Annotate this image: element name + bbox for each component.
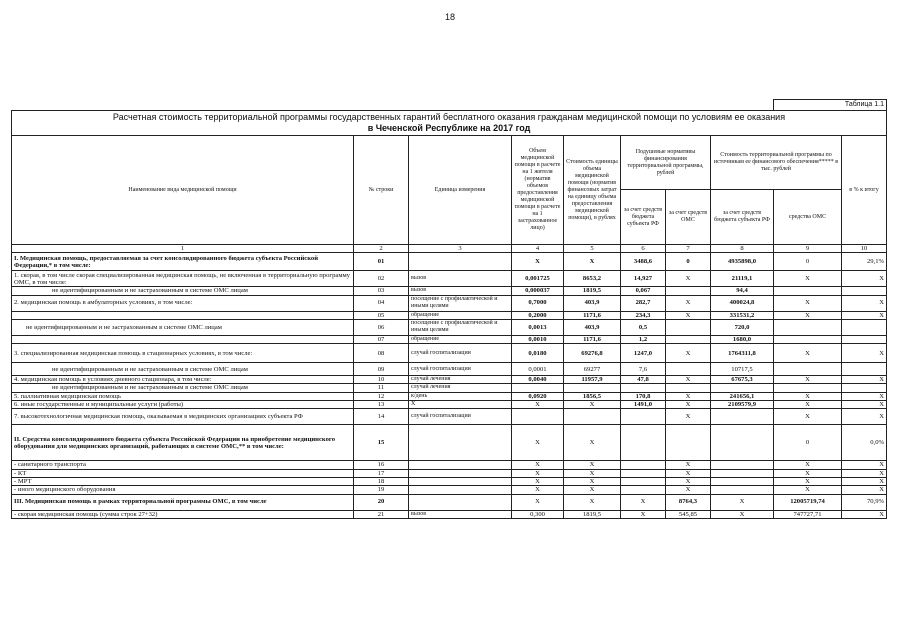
cost-budget-cell: 1764311,8 (711, 344, 774, 363)
table-row (12, 477, 887, 485)
row-name: не идентифицированным и не застрахованным в системе ОМС лицам (12, 363, 354, 376)
table-row (12, 425, 887, 461)
header-volume: Объем медицинской помощи в расчете на 1 жителя (норматив объемов предоставления медицинской помощи в расчете на 1 застрахованное лицо) (512, 136, 564, 245)
pct-cell: Х (842, 461, 887, 469)
table-row (12, 461, 887, 469)
col-num: 5 (564, 245, 621, 253)
table-row (12, 271, 887, 287)
unit-cell: вызов (409, 271, 512, 287)
table-row (12, 494, 887, 510)
header-per-capita-budget: за счет средств бюджета субъекта РФ (621, 190, 666, 245)
row-name: 1. скорая, в том числе скорая специализированная медицинская помощь, не включенная в территориальную программу ОМС, в том числе: (12, 271, 354, 287)
row-name: I. Медицинская помощь, предоставляемая за счет консолидированного бюджета субъекта Российской Федерации,* в том числе: (12, 253, 354, 271)
unit-cost-cell: 11957,9 (564, 376, 621, 384)
cost-budget-cell (711, 461, 774, 469)
col-num: 2 (354, 245, 409, 253)
column-numbers-row (12, 245, 887, 253)
per-capita-budget-cell: 1,2 (621, 335, 666, 343)
row-name: - скорая медицинская помощь (сумма строк 27+32) (12, 510, 354, 518)
unit-cost-cell: 1171,6 (564, 335, 621, 343)
cost-budget-cell: 241656,1 (711, 392, 774, 400)
row-name: - МРТ (12, 477, 354, 485)
cost-budget-cell: 4935898,0 (711, 253, 774, 271)
header-per-capita-oms: за счет средств ОМС (666, 190, 711, 245)
row-name: не идентифицированным и не застрахованным в системе ОМС лицам (12, 319, 354, 335)
cost-table (11, 99, 887, 519)
col-num: 7 (666, 245, 711, 253)
cost-budget-cell: 331531,2 (711, 311, 774, 319)
unit-cost-cell: 1856,5 (564, 392, 621, 400)
table-row (12, 401, 887, 409)
header-cost-budget: за счет средств бюджета субъекта РФ (711, 190, 774, 245)
per-capita-budget-cell (621, 477, 666, 485)
per-capita-oms-cell: Х (666, 311, 711, 319)
table-row (12, 363, 887, 376)
pct-cell: 0,0% (842, 425, 887, 461)
cost-budget-cell: Х (711, 510, 774, 518)
volume-cell (512, 384, 564, 392)
row-number: 13 (354, 401, 409, 409)
unit-cell (409, 461, 512, 469)
unit-cell: обращение (409, 311, 512, 319)
row-number: 17 (354, 469, 409, 477)
row-number: 19 (354, 486, 409, 494)
header-cost-oms: средства ОМС (774, 190, 842, 245)
per-capita-oms-cell: 0 (666, 253, 711, 271)
per-capita-oms-cell: Х (666, 344, 711, 363)
table-row (12, 510, 887, 518)
unit-cell: случай госпитализации (409, 344, 512, 363)
volume-cell: 0,0180 (512, 344, 564, 363)
row-name (12, 311, 354, 319)
unit-cell (409, 425, 512, 461)
table-row (12, 253, 887, 271)
table-row (12, 384, 887, 392)
header-unit-cost: Стоимость единицы объема медицинской помощи (норматив финансовых затрат на единицу объема предоставления медицинской помощи), в рублях (564, 136, 621, 245)
title-line-1: Расчетная стоимость территориальной программы государственных гарантий бесплатного оказания гражданам медицинской помощи по условиям ее оказания (112, 112, 786, 122)
pct-cell: Х (842, 486, 887, 494)
per-capita-budget-cell: 0,067 (621, 287, 666, 295)
volume-cell: Х (512, 494, 564, 510)
volume-cell: 0,000037 (512, 287, 564, 295)
unit-cell (409, 486, 512, 494)
cost-budget-cell: 400024,8 (711, 295, 774, 311)
unit-cell: обращение (409, 335, 512, 343)
table-row (12, 409, 887, 425)
row-name: не идентифицированным и не застрахованным в системе ОМС лицам (12, 287, 354, 295)
pct-cell (842, 363, 887, 376)
cost-oms-cell: 12005719,74 (774, 494, 842, 510)
unit-cost-cell: 1819,5 (564, 510, 621, 518)
per-capita-budget-cell: 3488,6 (621, 253, 666, 271)
per-capita-budget-cell (621, 469, 666, 477)
row-name: 4. медицинская помощь в условиях дневного стационара, в том числе: (12, 376, 354, 384)
col-num: 9 (774, 245, 842, 253)
volume-cell: 0,2000 (512, 311, 564, 319)
pct-cell (842, 335, 887, 343)
unit-cost-cell: Х (564, 401, 621, 409)
cost-budget-cell: 94,4 (711, 287, 774, 295)
cost-budget-cell: 67675,3 (711, 376, 774, 384)
col-num: 1 (12, 245, 354, 253)
pct-cell: Х (842, 477, 887, 485)
pct-cell: Х (842, 401, 887, 409)
pct-cell: 29,1% (842, 253, 887, 271)
row-number: 14 (354, 409, 409, 425)
row-number: 04 (354, 295, 409, 311)
cost-budget-cell (711, 409, 774, 425)
cost-budget-cell: 21119,1 (711, 271, 774, 287)
per-capita-budget-cell: Х (621, 510, 666, 518)
cost-oms-cell: Х (774, 344, 842, 363)
pct-cell: Х (842, 271, 887, 287)
cost-budget-cell: 720,0 (711, 319, 774, 335)
pct-cell: Х (842, 510, 887, 518)
col-num: 10 (842, 245, 887, 253)
pct-cell: Х (842, 311, 887, 319)
pct-cell: Х (842, 409, 887, 425)
per-capita-budget-cell: Х (621, 494, 666, 510)
unit-cell: посещение с профилактической и иными целями (409, 295, 512, 311)
per-capita-oms-cell: Х (666, 271, 711, 287)
row-name: 2. медицинская помощь в амбулаторных условиях, в том числе: (12, 295, 354, 311)
table-row (12, 311, 887, 319)
per-capita-oms-cell (666, 363, 711, 376)
cost-budget-cell (711, 425, 774, 461)
per-capita-oms-cell: 8764,3 (666, 494, 711, 510)
unit-cell (409, 469, 512, 477)
cost-oms-cell: Х (774, 409, 842, 425)
cost-oms-cell: Х (774, 376, 842, 384)
row-number: 07 (354, 335, 409, 343)
volume-cell: 0,0010 (512, 335, 564, 343)
volume-cell: 0,0001 (512, 363, 564, 376)
table-row (12, 376, 887, 384)
header-row-no: № строки (354, 136, 409, 245)
pct-cell: Х (842, 469, 887, 477)
per-capita-budget-cell: 0,5 (621, 319, 666, 335)
cost-budget-cell: 2109579,9 (711, 401, 774, 409)
volume-cell: 0,001725 (512, 271, 564, 287)
row-number: 12 (354, 392, 409, 400)
per-capita-budget-cell (621, 425, 666, 461)
unit-cell: Х (409, 401, 512, 409)
header-name: Наименование вида медицинской помощи (12, 136, 354, 245)
col-num: 3 (409, 245, 512, 253)
per-capita-oms-cell (666, 425, 711, 461)
volume-cell: Х (512, 461, 564, 469)
unit-cost-cell: 1819,5 (564, 287, 621, 295)
row-number: 15 (354, 425, 409, 461)
cost-budget-cell: Х (711, 494, 774, 510)
per-capita-oms-cell (666, 287, 711, 295)
volume-cell: Х (512, 425, 564, 461)
cost-oms-cell (774, 335, 842, 343)
per-capita-budget-cell: 14,927 (621, 271, 666, 287)
col-num: 6 (621, 245, 666, 253)
unit-cell: вызов (409, 287, 512, 295)
pct-cell: 70,9% (842, 494, 887, 510)
unit-cell: к/день (409, 392, 512, 400)
pct-cell (842, 319, 887, 335)
unit-cost-cell: Х (564, 469, 621, 477)
volume-cell (512, 409, 564, 425)
table-row (12, 295, 887, 311)
per-capita-oms-cell (666, 319, 711, 335)
row-number: 20 (354, 494, 409, 510)
col-num: 8 (711, 245, 774, 253)
pct-cell: Х (842, 392, 887, 400)
cost-oms-cell (774, 319, 842, 335)
row-name (12, 335, 354, 343)
cost-oms-cell (774, 384, 842, 392)
cost-oms-cell: Х (774, 295, 842, 311)
unit-cost-cell: 1171,6 (564, 311, 621, 319)
volume-cell: Х (512, 469, 564, 477)
cost-budget-cell (711, 477, 774, 485)
row-number: 02 (354, 271, 409, 287)
cost-oms-cell (774, 363, 842, 376)
per-capita-budget-cell: 170,8 (621, 392, 666, 400)
row-number: 08 (354, 344, 409, 363)
unit-cell: посещение с профилактической и иными целями (409, 319, 512, 335)
cost-oms-cell: Х (774, 461, 842, 469)
unit-cost-cell (564, 384, 621, 392)
unit-cell: вызов (409, 510, 512, 518)
per-capita-oms-cell: Х (666, 392, 711, 400)
row-name: 5. паллиативная медицинская помощь (12, 392, 354, 400)
header-per-capita: Подушевые нормативы финансирования территориальной программы, рублей (621, 136, 711, 190)
header-cost: Стоимость территориальной программы по источникам ее финансового обеспечения***** в тыс. рублей (711, 136, 842, 190)
per-capita-budget-cell: 282,7 (621, 295, 666, 311)
row-number: 06 (354, 319, 409, 335)
per-capita-oms-cell (666, 335, 711, 343)
table-label: Таблица 1.1 (774, 100, 887, 111)
cost-oms-cell: 0 (774, 425, 842, 461)
row-name: не идентифицированным и не застрахованным в системе ОМС лицам (12, 384, 354, 392)
row-number: 03 (354, 287, 409, 295)
cost-oms-cell: Х (774, 271, 842, 287)
per-capita-oms-cell (666, 384, 711, 392)
pct-cell (842, 287, 887, 295)
cost-budget-cell (711, 486, 774, 494)
per-capita-budget-cell (621, 461, 666, 469)
col-num: 4 (512, 245, 564, 253)
table-row (12, 319, 887, 335)
unit-cell: случай лечения (409, 384, 512, 392)
cost-oms-cell (774, 287, 842, 295)
volume-cell: Х (512, 477, 564, 485)
pct-cell: Х (842, 295, 887, 311)
row-name: III. Медицинская помощь в рамках территориальной программы ОМС, в том числе (12, 494, 354, 510)
volume-cell: 0,0920 (512, 392, 564, 400)
table-title (12, 111, 887, 136)
unit-cost-cell (564, 409, 621, 425)
per-capita-oms-cell: Х (666, 409, 711, 425)
row-name: 3. специализированная медицинская помощь в стационарных условиях, в том числе: (12, 344, 354, 363)
pct-cell (842, 384, 887, 392)
unit-cost-cell: Х (564, 425, 621, 461)
table-row (12, 392, 887, 400)
cost-budget-cell (711, 469, 774, 477)
row-number: 10 (354, 376, 409, 384)
unit-cell (409, 253, 512, 271)
unit-cost-cell: Х (564, 253, 621, 271)
table-body (12, 253, 887, 519)
row-number: 09 (354, 363, 409, 376)
per-capita-budget-cell: 47,8 (621, 376, 666, 384)
cost-oms-cell: 0 (774, 253, 842, 271)
volume-cell: Х (512, 253, 564, 271)
row-name: II. Средства консолидированного бюджета субъекта Российской Федерации на приобретение медицинского оборудования для медицинских организаций, работающих в системе ОМС,** в том числе: (12, 425, 354, 461)
per-capita-budget-cell (621, 486, 666, 494)
per-capita-oms-cell: Х (666, 295, 711, 311)
cost-oms-cell: Х (774, 401, 842, 409)
per-capita-oms-cell: Х (666, 477, 711, 485)
unit-cost-cell: 403,9 (564, 319, 621, 335)
row-name: - КТ (12, 469, 354, 477)
unit-cell: случай госпитализации (409, 363, 512, 376)
unit-cost-cell: 8653,2 (564, 271, 621, 287)
cost-budget-cell: 10717,5 (711, 363, 774, 376)
header-pct: в % к итогу (842, 136, 887, 245)
row-number: 18 (354, 477, 409, 485)
row-name: - санитарного транспорта (12, 461, 354, 469)
row-number: 21 (354, 510, 409, 518)
volume-cell: 0,300 (512, 510, 564, 518)
per-capita-oms-cell: 545,85 (666, 510, 711, 518)
row-number: 16 (354, 461, 409, 469)
row-name: - иного медицинского оборудования (12, 486, 354, 494)
per-capita-budget-cell: 1247,0 (621, 344, 666, 363)
row-number: 01 (354, 253, 409, 271)
per-capita-budget-cell: 1491,0 (621, 401, 666, 409)
unit-cost-cell: 69277 (564, 363, 621, 376)
cost-oms-cell: Х (774, 477, 842, 485)
volume-cell: Х (512, 486, 564, 494)
per-capita-oms-cell: Х (666, 469, 711, 477)
pct-cell: Х (842, 344, 887, 363)
cost-budget-cell: 1680,0 (711, 335, 774, 343)
per-capita-oms-cell: Х (666, 486, 711, 494)
cost-oms-cell: Х (774, 486, 842, 494)
unit-cost-cell: Х (564, 486, 621, 494)
unit-cell: случай лечения (409, 376, 512, 384)
row-name: 6. иные государственные и муниципальные услуги (работы) (12, 401, 354, 409)
title-line-2: в Чеченской Республике на 2017 год (367, 123, 531, 133)
per-capita-oms-cell: Х (666, 461, 711, 469)
per-capita-budget-cell: 7,6 (621, 363, 666, 376)
row-name: 7. высокотехнологичная медицинская помощь, оказываемая в медицинских организациях субъекта РФ (12, 409, 354, 425)
per-capita-budget-cell: 234,3 (621, 311, 666, 319)
unit-cell (409, 494, 512, 510)
unit-cell (409, 477, 512, 485)
unit-cost-cell: Х (564, 494, 621, 510)
table-row (12, 344, 887, 363)
per-capita-budget-cell (621, 384, 666, 392)
per-capita-oms-cell: Х (666, 376, 711, 384)
header-unit: Единица измерения (409, 136, 512, 245)
table-row (12, 469, 887, 477)
unit-cell: случай госпитализации (409, 409, 512, 425)
unit-cost-cell: 69276,8 (564, 344, 621, 363)
table-row (12, 335, 887, 343)
cost-budget-cell (711, 384, 774, 392)
per-capita-budget-cell (621, 409, 666, 425)
unit-cost-cell: 403,9 (564, 295, 621, 311)
per-capita-oms-cell: Х (666, 401, 711, 409)
volume-cell: 0,0040 (512, 376, 564, 384)
row-number: 11 (354, 384, 409, 392)
pct-cell: Х (842, 376, 887, 384)
page-number: 18 (445, 12, 456, 22)
cost-oms-cell: Х (774, 392, 842, 400)
table-row (12, 486, 887, 494)
table-row (12, 287, 887, 295)
volume-cell: 0,0013 (512, 319, 564, 335)
volume-cell: 0,7000 (512, 295, 564, 311)
row-number: 05 (354, 311, 409, 319)
cost-oms-cell: Х (774, 469, 842, 477)
volume-cell: Х (512, 401, 564, 409)
unit-cost-cell: Х (564, 461, 621, 469)
cost-oms-cell: Х (774, 311, 842, 319)
unit-cost-cell: Х (564, 477, 621, 485)
cost-oms-cell: 747727,71 (774, 510, 842, 518)
